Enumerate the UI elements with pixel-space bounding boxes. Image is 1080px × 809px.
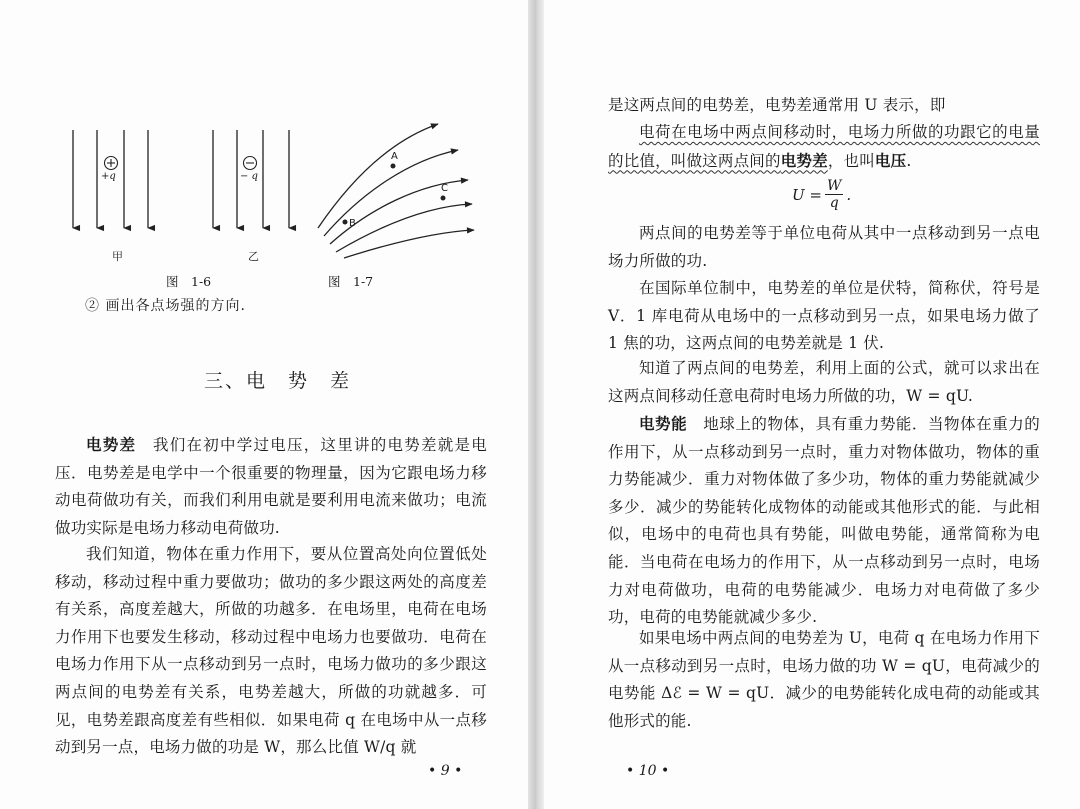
definition-term: 电势差 — [780, 150, 828, 170]
page-number-left: • 9 • — [428, 763, 463, 779]
left-page — [0, 0, 528, 809]
paragraph-work-formula: 知道了两点间的电势差，利用上面的公式，就可以求出在这两点间移动任意电荷时电场力所做的功，W = qU. — [608, 359, 1040, 405]
formula-end: . — [846, 185, 852, 204]
paragraph-energy-conversion: 如果电场中两点间的电势差为 U，电荷 q 在电场力作用下从一点移动到另一点时，电场力做的功 W = qU，电荷减少的电势能 Δℰ = W = qU．减少的电势能转化成电荷的动能或其他形式的能. — [608, 629, 1040, 730]
paragraph-potential-difference — [55, 431, 487, 542]
definition-text — [608, 123, 1040, 170]
section-title: 三、电 势 差 — [204, 370, 352, 392]
figures-1-6-1-7 — [0, 0, 528, 275]
formula-lhs: U = — [792, 185, 822, 204]
energy-body: 地球上的物体，具有重力势能．当物体在重力的作用下，从一点移动到另一点时，重力对物体做功，物体的重力势能减少．重力对物体做了多少功，物体的重力势能就减少多少．减少的势能转化成物体的动能或其他形式的能．与此相似，电场中的电荷也具有势能，叫做电势能，通常简称为电能．当电荷在电场力的作用下，从一点移动到另一点时，电场力对电荷做功，电荷的电势能减少．电场力对电荷做了多少功，电荷的电势能就减少多少. — [608, 415, 1040, 627]
label-point-b: B — [349, 218, 356, 229]
label-yi: 乙 — [248, 250, 259, 263]
label-plus-q: +q — [101, 171, 116, 182]
paragraph-unit-work: 两点间的电势差等于单位电荷从其中一点移动到另一点电场力所做的功. — [608, 224, 1040, 270]
right-page — [544, 0, 1080, 809]
para1-body: 我们在初中学过电压，这里讲的电势差就是电压．电势差是电学中一个很重要的物理量，因为它跟电场力移动电荷做功有关，而我们利用电就是要利用电流来做功；电流做功实际是电场力移动电荷做功. — [55, 436, 487, 537]
term-potential-difference: 电势差 — [86, 435, 137, 454]
caption-fig-1-7: 图 1-7 — [328, 274, 374, 289]
label-point-a: A — [391, 151, 398, 162]
definition-end: . — [906, 151, 912, 170]
paragraph-potential-energy — [608, 410, 1040, 632]
right-line-1: 是这两点间的电势差，电势差通常用 U 表示，即 — [608, 96, 946, 114]
definition-term-voltage: 电压 — [874, 150, 907, 170]
formula-denominator: q — [829, 195, 839, 211]
paragraph-gravity-analogy: 我们知道，物体在重力作用下，要从位置高处向位置低处移动，移动过程中重力要做功；做功的多少跟这两处的高度差有关系，高度差越大，所做的功越多．在电场里，电荷在电场力作用下也要发生移动，移动过程中电场力也要做功．电荷在电场力作用下从一点移动到另一点时，电场力做功的多少跟这两点间的电势差有关系，电势差越大，所做的功就越多．可见，电势差跟高度差有些相似．如果电荷 q 在电场中从一点移动到另一点，电场力做的功是 W，那么比值 W/q 就 — [55, 545, 487, 757]
exercise-text: ② 画出各点场强的方向. — [85, 298, 246, 314]
label-jia: 甲 — [112, 250, 123, 263]
definition-part-b: ，也叫 — [827, 151, 875, 170]
formula-fraction — [825, 178, 843, 211]
paragraph-si-unit: 在国际单位制中，电势差的单位是伏特，简称伏，符号是 V．1 库电荷从电场中的一点移动到另一点，如果电场力做了 1 焦的功，这两点间的电势差就是 1 伏. — [608, 279, 1040, 353]
book-gutter — [528, 0, 544, 809]
label-minus-q: − q — [240, 171, 258, 182]
curved-field-lines — [318, 124, 474, 258]
label-point-c: C — [441, 183, 448, 194]
definition-paragraph — [608, 119, 1040, 175]
definition-part-a: 电荷在电场中两点间移动时，电场力所做的功跟它的电量的比值，叫做这两点间的 — [608, 123, 1040, 170]
page-number-right: • 10 • — [626, 763, 670, 779]
term-potential-energy: 电势能 — [639, 414, 688, 433]
caption-fig-1-6: 图 1-6 — [166, 274, 212, 289]
formula-numerator: W — [826, 178, 842, 194]
formula-u-equals-w-over-q — [792, 178, 851, 211]
